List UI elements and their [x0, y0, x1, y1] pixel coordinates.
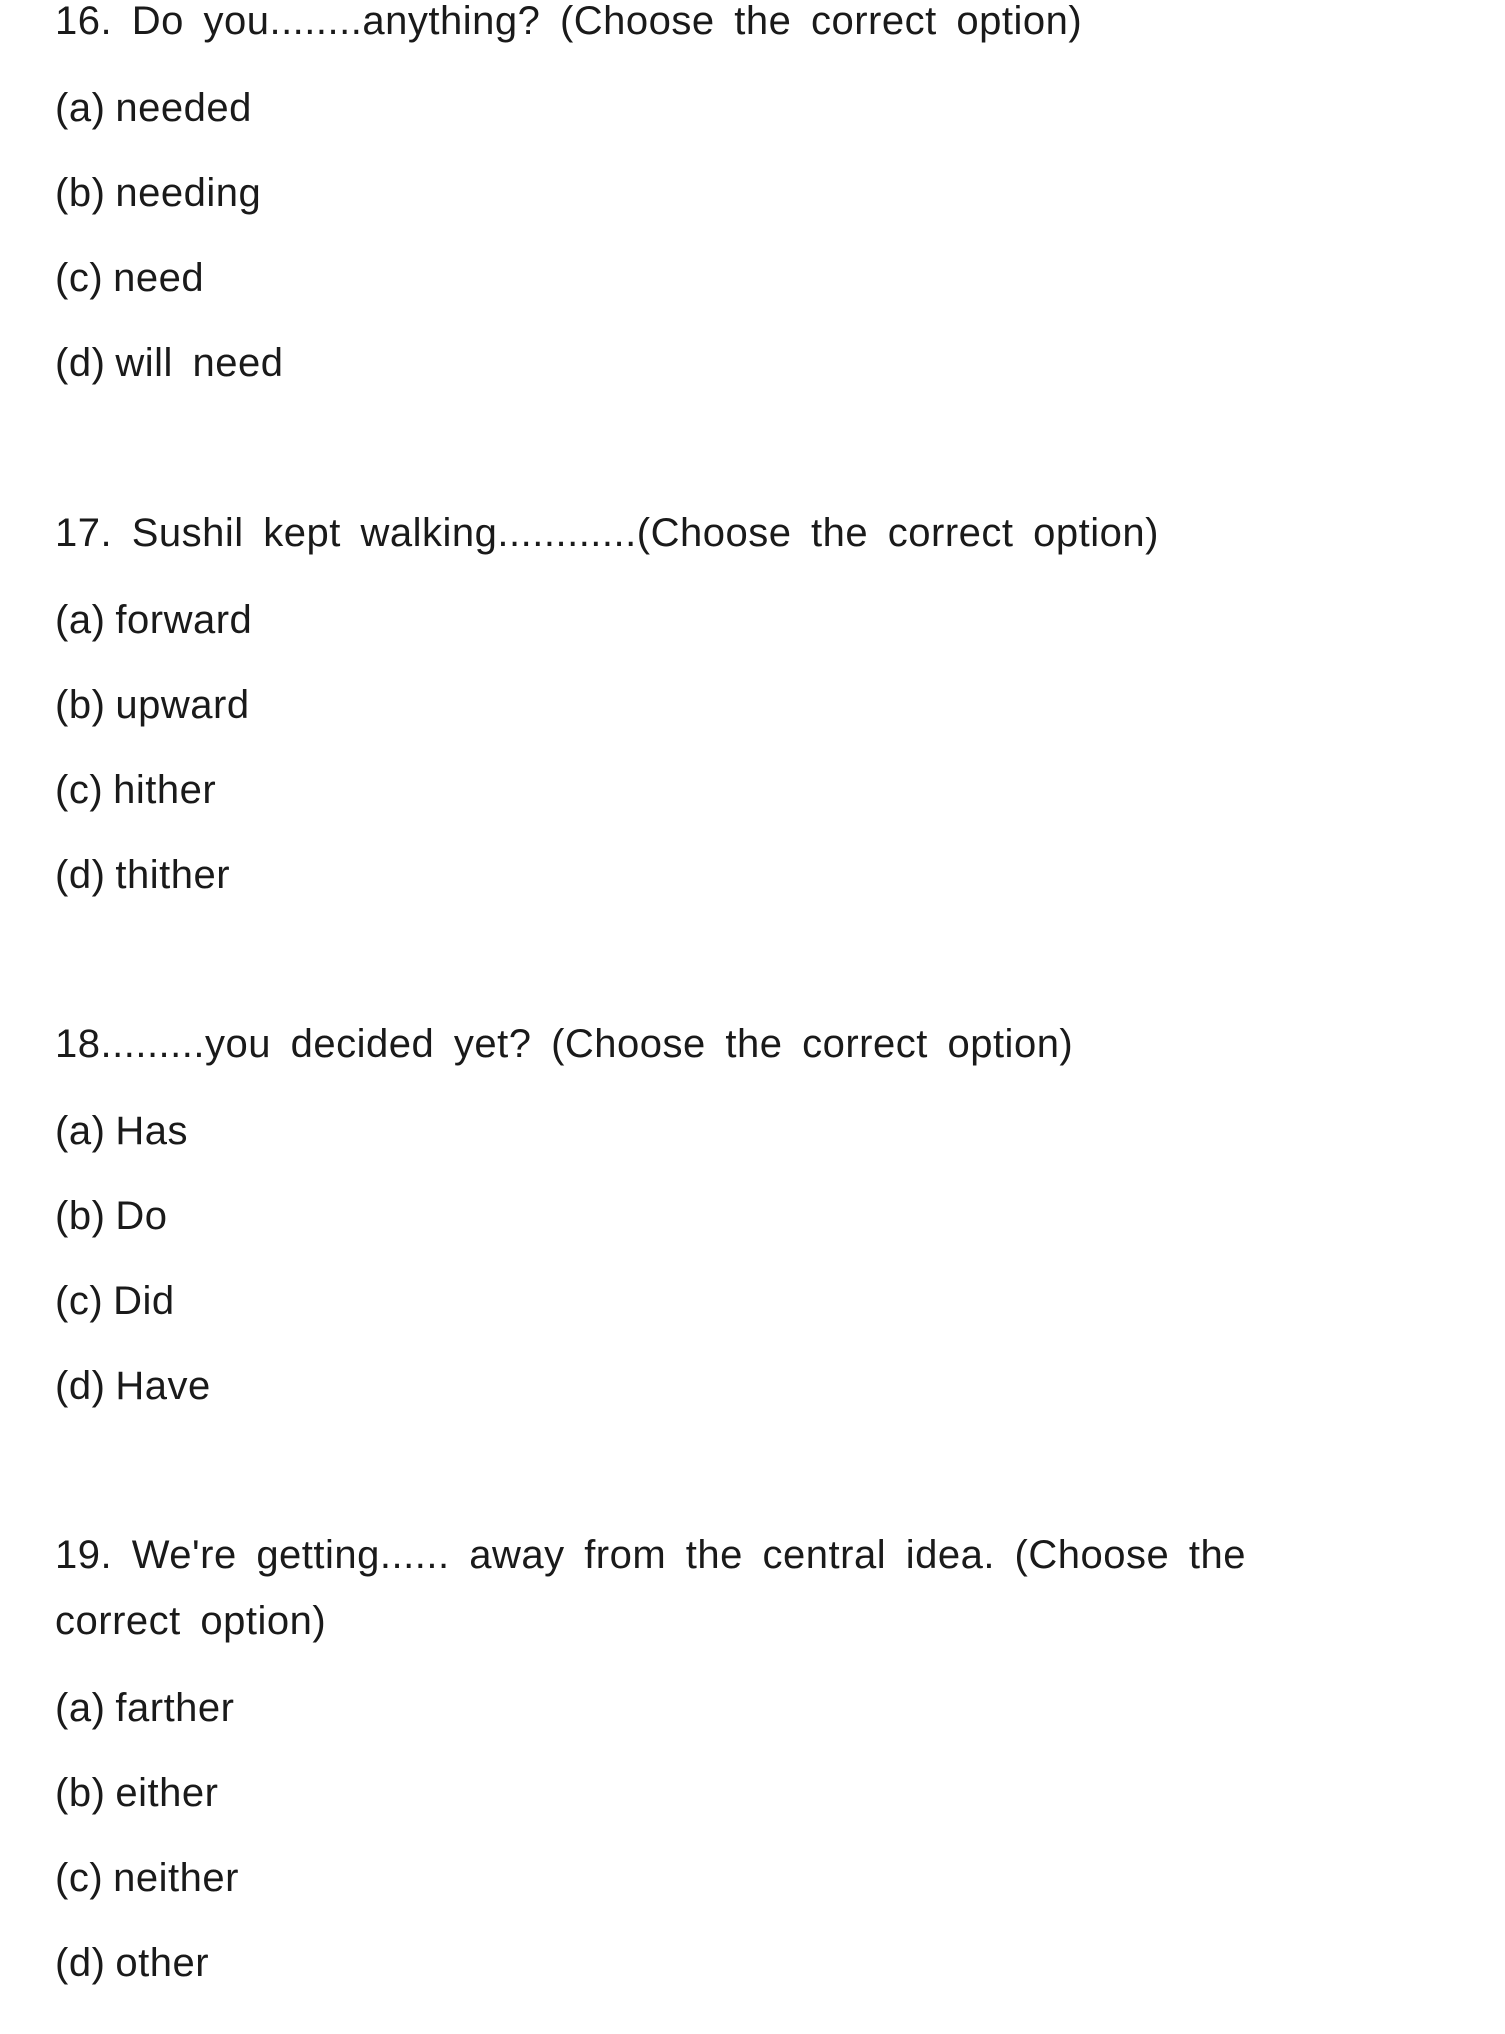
option-text: either [115, 1771, 219, 1815]
option-label: (b) [55, 1194, 106, 1238]
option-label: (d) [55, 1364, 106, 1408]
question-18 [55, 1011, 1385, 1429]
question-17 [55, 500, 1385, 918]
option-label: (b) [55, 1771, 106, 1815]
option-text: will need [115, 341, 284, 385]
option-label: (c) [55, 1856, 104, 1900]
option-b [55, 663, 1385, 748]
option-d [55, 1344, 1385, 1429]
question-16 [55, 0, 1385, 406]
option-d [55, 833, 1385, 918]
option-label: (d) [55, 1941, 106, 1985]
option-text: upward [115, 683, 250, 727]
option-text: Have [115, 1364, 211, 1408]
option-a [55, 578, 1385, 663]
option-c [55, 236, 1385, 321]
question-text: 16. Do you........anything? (Choose the correct option) [55, 0, 1083, 43]
option-text: thither [115, 853, 231, 897]
question-text: 19. We're getting...... away from the central idea. (Choose the correct option) [55, 1533, 1246, 1643]
option-text: Has [115, 1109, 189, 1153]
option-text: needed [115, 86, 252, 130]
option-text: neither [113, 1856, 239, 1900]
option-b [55, 151, 1385, 236]
option-text: hither [113, 768, 217, 812]
option-text: Did [113, 1279, 175, 1323]
option-label: (a) [55, 1109, 106, 1153]
option-c [55, 1259, 1385, 1344]
option-a [55, 66, 1385, 151]
option-label: (d) [55, 341, 106, 385]
option-d [55, 321, 1385, 406]
option-text: farther [115, 1686, 235, 1730]
option-b [55, 1751, 1385, 1836]
question-19 [55, 1522, 1385, 2006]
option-label: (c) [55, 1279, 104, 1323]
option-a [55, 1666, 1385, 1751]
option-text: forward [115, 598, 253, 642]
option-c [55, 1836, 1385, 1921]
option-a [55, 1089, 1385, 1174]
option-text: Do [115, 1194, 168, 1238]
option-label: (b) [55, 683, 106, 727]
option-text: other [115, 1941, 210, 1985]
option-text: needing [115, 171, 262, 215]
question-text: 18.........you decided yet? (Choose the correct option) [55, 1022, 1074, 1066]
option-label: (c) [55, 768, 104, 812]
option-text: need [113, 256, 205, 300]
option-label: (d) [55, 853, 106, 897]
question-text: 17. Sushil kept walking............(Choose the correct option) [55, 511, 1159, 555]
option-label: (a) [55, 598, 106, 642]
option-label: (a) [55, 1686, 106, 1730]
option-label: (a) [55, 86, 106, 130]
option-label: (c) [55, 256, 104, 300]
option-c [55, 748, 1385, 833]
option-label: (b) [55, 171, 106, 215]
option-d [55, 1921, 1385, 2006]
option-b [55, 1174, 1385, 1259]
